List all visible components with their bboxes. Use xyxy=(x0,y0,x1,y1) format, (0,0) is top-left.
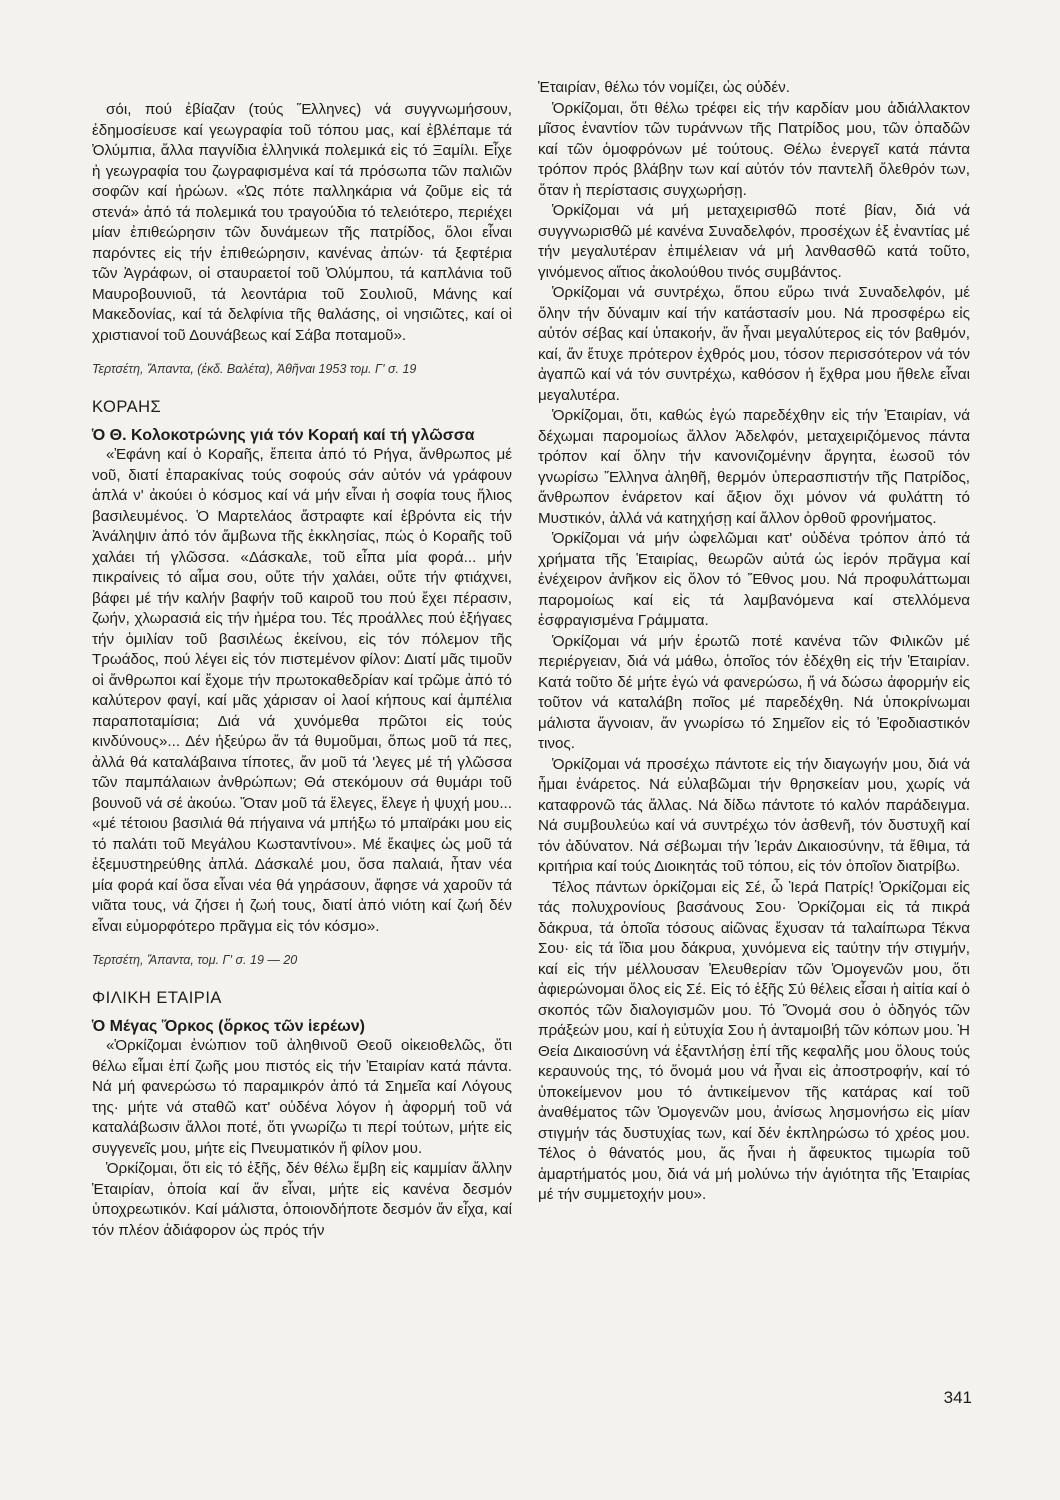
subheading-great-oath: Ὁ Μέγας Ὅρκος (ὅρκος τῶν ἱερέων) xyxy=(92,1018,365,1035)
oath-paragraph-9: Ὁρκίζομαι νά μήν ἐρωτῶ ποτέ κανένα τῶν Φιλικῶν μέ περιέργειαν, διά νά μάθω, ὁποῖος τόν ἐδέχθη εἰς τήν Ἑταιρίαν. Κατά τοῦτο δέ μήτε ἐγώ νά φανερώσω, ἤ νά δώσω ἀφορμήν εἰς τοῦτον νά καταλάβη ποῖος μέ παρεδέχθη. Νά ὑποκρίνωμαι μάλιστα ἄγνοιαν, ἄν γνωρίσω τό Σημεῖον εἰς τό Ἐφοδιαστικόν τινος. xyxy=(538,632,970,752)
oath-paragraph-2: Ὁρκίζομαι, ὅτι εἰς τό ἑξῆς, δέν θέλω ἔμβη εἰς καμμίαν ἄλλην Ἑταιρίαν, ὁποία καί ἄν εἶναι, μήτε εἰς κανένα δεσμόν ὑποχρεωτικόν. Καί μάλιστα, ὁποιονδήποτε δεσμόν ἄν εἶχα, καί τόν πλέον ἀδιάφορον ὡς πρός τήν xyxy=(92,1160,512,1239)
oath-paragraph-10: Ὁρκίζομαι νά προσέχω πάντοτε εἰς τήν διαγωγήν μου, διά νά ἦμαι ἐνάρετος. Νά εὐλαβῶμαι τήν θρησκείαν μου, χωρίς νά καταφρονῶ τάς ἄλλας. Νά δίδω πάντοτε τό καλόν παράδειγμα. Νά συμβουλεύω καί νά συντρέχω τόν ἀσθενῆ, τόν δυστυχῆ καί τόν ἀδύνατον. Νά σέβωμαι τήν Ἱεράν Δικαιοσύνην, τά ἔθιμα, τά κριτήρια καί τούς Διοικητάς τοῦ τόπου, εἰς τόν ὁποῖον διατρίβω. xyxy=(538,755,970,875)
right-column xyxy=(538,78,970,1206)
intro-paragraph: σόι, πού ἐβίαζαν (τούς Ἕλληνες) νά συγγνωμήσουν, ἐδημοσίευσε καί γεωγραφία τοῦ τόπου μας, καί ἐβλέπαμε τά Ὀλύμπια, ἄλλα παγνίδια ἑλληνικά πολεμικά εἰς τό Ξαμίλι. Εἶχε ἡ γεωγραφία του ζωγραφισμένα καί τά πρόσωπα τῶν παλιῶν σοφῶν καί ἡρώων. «Ὡς πότε παλληκάρια νά ζοῦμε εἰς τά στενά» ἀπό τά πολεμικά του τραγούδια τό τελειότερο, περιέχει μίαν ἐπιθεώρησιν τῶν δυνάμεων τῆς πατρίδος, ὅλοι εἶναι παρόντες εἰς τήν ἐπιθεώρησιν, κανένας ἀπών· τά ξεφτέρια τῶν Ἀγράφων, οἱ σταυραετοί τοῦ Ὀλύμπου, τά καπλάνια τοῦ Μαυροβουνιοῦ, τά λεοντάρια τοῦ Σουλιοῦ, Μάνης καί Μακεδονίας, καί τά δελφίνια τῆς θαλάσης, οἱ νησιῶτες, καί οἱ χριστιανοί τοῦ Δουνάβεως καί Σάβα ποταμοῦ». xyxy=(92,101,512,344)
subheading-kolokotronis: Ὁ Θ. Κολοκοτρώνης γιά τόν Κοραή καί τή γλῶσσα xyxy=(92,427,475,444)
oath-paragraph-1: «Ὁρκίζομαι ἐνώπιον τοῦ ἀληθινοῦ Θεοῦ οἰκειοθελῶς, ὅτι θέλω εἶμαι ἐπί ζωῆς μου πιστός εἰς τήν Ἑταιρίαν κατά πάντα. Νά μή φανερώσω τό παραμικρόν ἀπό τά Σημεῖα καί Λόγους της· μήτε νά σταθῶ κατ' οὐδένα λόγον ἡ ἀφορμή τοῦ νά καταλάβωσιν ἄλλοι ποτέ, ὅτι γνωρίζω τι περί τούτων, μήτε εἰς συγγενεῖς μου, μήτε εἰς Πνευματικόν ἤ φίλον μου. xyxy=(92,1037,512,1157)
oath-paragraph-8: Ὁρκίζομαι νά μήν ὠφελῶμαι κατ' οὐδένα τρόπον ἀπό τά χρήματα τῆς Ἑταιρίας, θεωρῶν αὐτά ὡς ἱερόν πρᾶγμα καί ἐνέχειρον ἀνῆκον εἰς ὅλον τό Ἔθνος μου. Νά προφυλάττωμαι παρομοίως καί εἰς τά λαμβανόμενα καί στελλόμενα ἐσφραγισμένα Γράμματα. xyxy=(538,530,970,629)
korais-paragraph: «Ἐφάνη καί ὁ Κοραῆς, ἔπειτα ἀπό τό Ρήγα, ἄνθρωπος μέ νοῦ, διατί ἐπαρακίνας τούς σοφούς σάν αὐτόν νά γράφουν ἁπλά ν' ἀκούει ὁ κόσμος καί νά μήν εἶναι ἡ σοφία τους ἥλιος βασιλευμένος. Ὁ Μαρτελάος ἄστραφτε καί ἐβρόντα εἰς τήν Ἀνάληψιν ἀπό τόν ἄμβωνα τῆς ἐκκλησίας, πώς ὁ Κοραῆς τοῦ χαλάει τή γλῶσσα. «Δάσκαλε, τοῦ εἶπα μία φορά... μήν πικραίνεις τό αἷμα σου, οὔτε τήν χαλάει, οὔτε τήν φτιάχνει, βάφει μέ τήν καλήν βαφήν τοῦ καιροῦ του πού ἔχει πέρασιν, ζωήν, χλωρασιά εἰς τήν ἡμέρα του. Τές προάλλες πού ἐξήγαες τήν ὁμιλίαν τοῦ βασιλέως ἐκείνου, εἰς τόν πόλεμον τῆς Τρωάδος, πού λέγει εἰς τόν πιστεμένον φίλον: Διατί μᾶς τιμοῦν οἱ ἄνθρωποι καί ἔχομε τήν πρωτοκαθεδρίαν καί τρῶμε ἀπό τό καλύτερον φαγί, καί μᾶς χάρισαν οἱ λαοί κήπους καί ἀμπέλια παραποταμίσια; Διά νά χυνόμεθα πρῶτοι εἰς τούς κινδύνους»... Δέν ἠξεύρω ἄν τά θυμοῦμαι, ὅπως μοῦ τά πες, ἀλλά θά καταλάβαινα τίποτες, ἄν μοῦ τά 'λεγες μέ τή γλῶσσα τῶν παμπάλαιων ἀνθρώπων; Θά στεκόμουν σά θυμάρι τοῦ βουνοῦ νά σέ ἀκούω. Ὅταν μοῦ τά ἔλεγες, ἔλεγε ἡ ψυχή μου... «μέ τέτοιου βασιλιά θά πήγαινα νά μπήξω τό μπαϊράκι μου εἰς τό παλάτι τοῦ Μεγάλου Κωσταντίνου». Μέ ἔκαψες ὡς μοῦ τά ἐξεμυστηρεύθης ἁπλά. Δάσκαλέ μου, ὅσα παλαιά, ἦταν νέα μία φορά καί ὅσα εἶναι νέα θά γηράσουν, ἄφησε νά χαροῦν τά νιᾶτα τους, νά ζήσει ἡ ζωή τους, διατί ἀπό νιότη καί ζωή δέν εἶναι εὐμορφότερο πρᾶγμα εἰς τόν κόσμο». xyxy=(92,446,512,935)
oath-paragraph-6: Ὁρκίζομαι νά συντρέχω, ὅπου εὕρω τινά Συναδελφόν, μέ ὅλην τήν δύναμιν καί τήν κατάστασίν μου. Νά προσφέρω εἰς αὐτόν σέβας καί ὑπακοήν, ἄν ἦναι μεγαλύτερος εἰς τόν βαθμόν, καί, ἄν ἔτυχε πρότερον ἐχθρός μου, τόσον περισσότερον νά τόν ἀγαπῶ καί νά τόν συντρέχω, καθόσον ἡ ἔχθρα μου ἤθελε εἶναι μεγαλυτέρα. xyxy=(538,284,970,404)
oath-paragraph-11: Τέλος πάντων ὁρκίζομαι εἰς Σέ, ὦ Ἱερά Πατρίς! Ὁρκίζομαι εἰς τάς πολυχρονίους βασάνους Σου· Ὁρκίζομαι εἰς τά πικρά δάκρυα, τά ὁποῖα τόσους αἰῶνας ἔχυσαν τά ταλαίπωρα Τέκνα Σου· εἰς τά ἴδια μου δάκρυα, χυνόμενα εἰς ταύτην τήν στιγμήν, καί εἰς τήν μέλλουσαν Ἐλευθερίαν τῶν Ὁμογενῶν μου, ὅτι ἀφιερώνομαι ὅλος εἰς Σέ. Εἰς τό ἑξῆς Σύ θέλεις εἶσαι ἡ αἰτία καί ὁ σκοπός τῶν διαλογισμῶν μου. Τό Ὄνομά σου ὁ ὁδηγός τῶν πράξεών μου, καί ἡ εὐτυχία Σου ἡ ἀνταμοιβή τῶν κόπων μου. Ἡ Θεία Δικαιοσύνη νά ἐξαντλήσῃ ἐπί τῆς κεφαλῆς μου ὅλους τούς κεραυνούς της, τό ὄνομά μου νά ἦναι εἰς ἀποστροφήν, καί τό ὑποκείμενον μου τό ἀντικείμενον τῆς κατάρας καί τοῦ ἀναθέματος τῶν Ὁμογενῶν μου, ἀνίσως λησμονήσω εἰς μίαν στιγμήν τάς δυστυχίας των, καί δέν ἐκπληρώσω τό χρέος μου. Τέλος ὁ θάνατός μου, ἄς ἦναι ἡ ἄφευκτος τιμωρία τοῦ ἁμαρτήματός μου, διά νά μή μολύνω τήν ἁγιότητα τῆς Ἑταιρίας μέ τήν συμμετοχήν μου». xyxy=(538,878,970,1203)
page-number: 341 xyxy=(943,1388,972,1407)
section-heading-filiki-etairia: ΦΙΛΙΚΗ ΕΤΑΙΡΙΑ xyxy=(92,989,222,1007)
oath-paragraph-7: Ὁρκίζομαι, ὅτι, καθώς ἐγώ παρεδέχθην εἰς τήν Ἑταιρίαν, νά δέχωμαι παρομοίως ἄλλον Ἀδελφόν, μεταχειριζόμενος πάντα τρόπον καί ὅλην τήν κανονιζομένην ἄργητα, ἑωσοῦ τόν γνωρίσω Ἕλληνα ἀληθῆ, θερμόν ὑπερασπιστήν τῆς Πατρίδος, ἄνθρωπον ἐνάρετον καί ἄξιον ὄχι μόνον νά φυλάττη τό Μυστικόν, ἀλλά νά κατηχήσῃ καί ἄλλον ὀρθοῦ φρονήματος. xyxy=(538,407,970,527)
oath-paragraph-3: Ἑταιρίαν, θέλω τόν νομίζει, ὡς οὐδέν. xyxy=(538,79,790,96)
left-column xyxy=(92,78,512,1241)
source-citation-2: Τερτσέτη, Ἄπαντα, τομ. Γ' σ. 19 — 20 xyxy=(92,953,298,967)
oath-paragraph-5: Ὁρκίζομαι νά μή μεταχειρισθῶ ποτέ βίαν, διά νά συγγνωρισθῶ μέ κανένα Συναδελφόν, προσέχων ἐξ ἐναντίας μέ τήν μεγαλυτέραν ἐπιμέλειαν νά μή λανθασθῶ κατά τοῦτο, γινόμενος αἴτιος ἀκολούθου τινός συμβάντος. xyxy=(538,202,970,281)
section-heading-korais: ΚΟΡΑΗΣ xyxy=(92,398,162,416)
source-citation: Τερτσέτη, Ἄπαντα, (ἐκδ. Βαλέτα), Ἀθῆναι 1953 τομ. Γ' σ. 19 xyxy=(92,362,417,376)
oath-paragraph-4: Ὁρκίζομαι, ὅτι θέλω τρέφει εἰς τήν καρδίαν μου ἀδιάλλακτον μῖσος ἐναντίον τῶν τυράννων τῆς Πατρίδος μου, τῶν ὀπαδῶν καί τῶν ὁμοφρόνων μέ τούτους. Θέλω ἐνεργεῖ κατά πάντα τρόπον πρός βλάβην των καί αὐτόν τόν παντελῆ ὄλεθρόν των, ὅταν ἡ περίστασις συγχωρήσῃ. xyxy=(538,99,970,199)
